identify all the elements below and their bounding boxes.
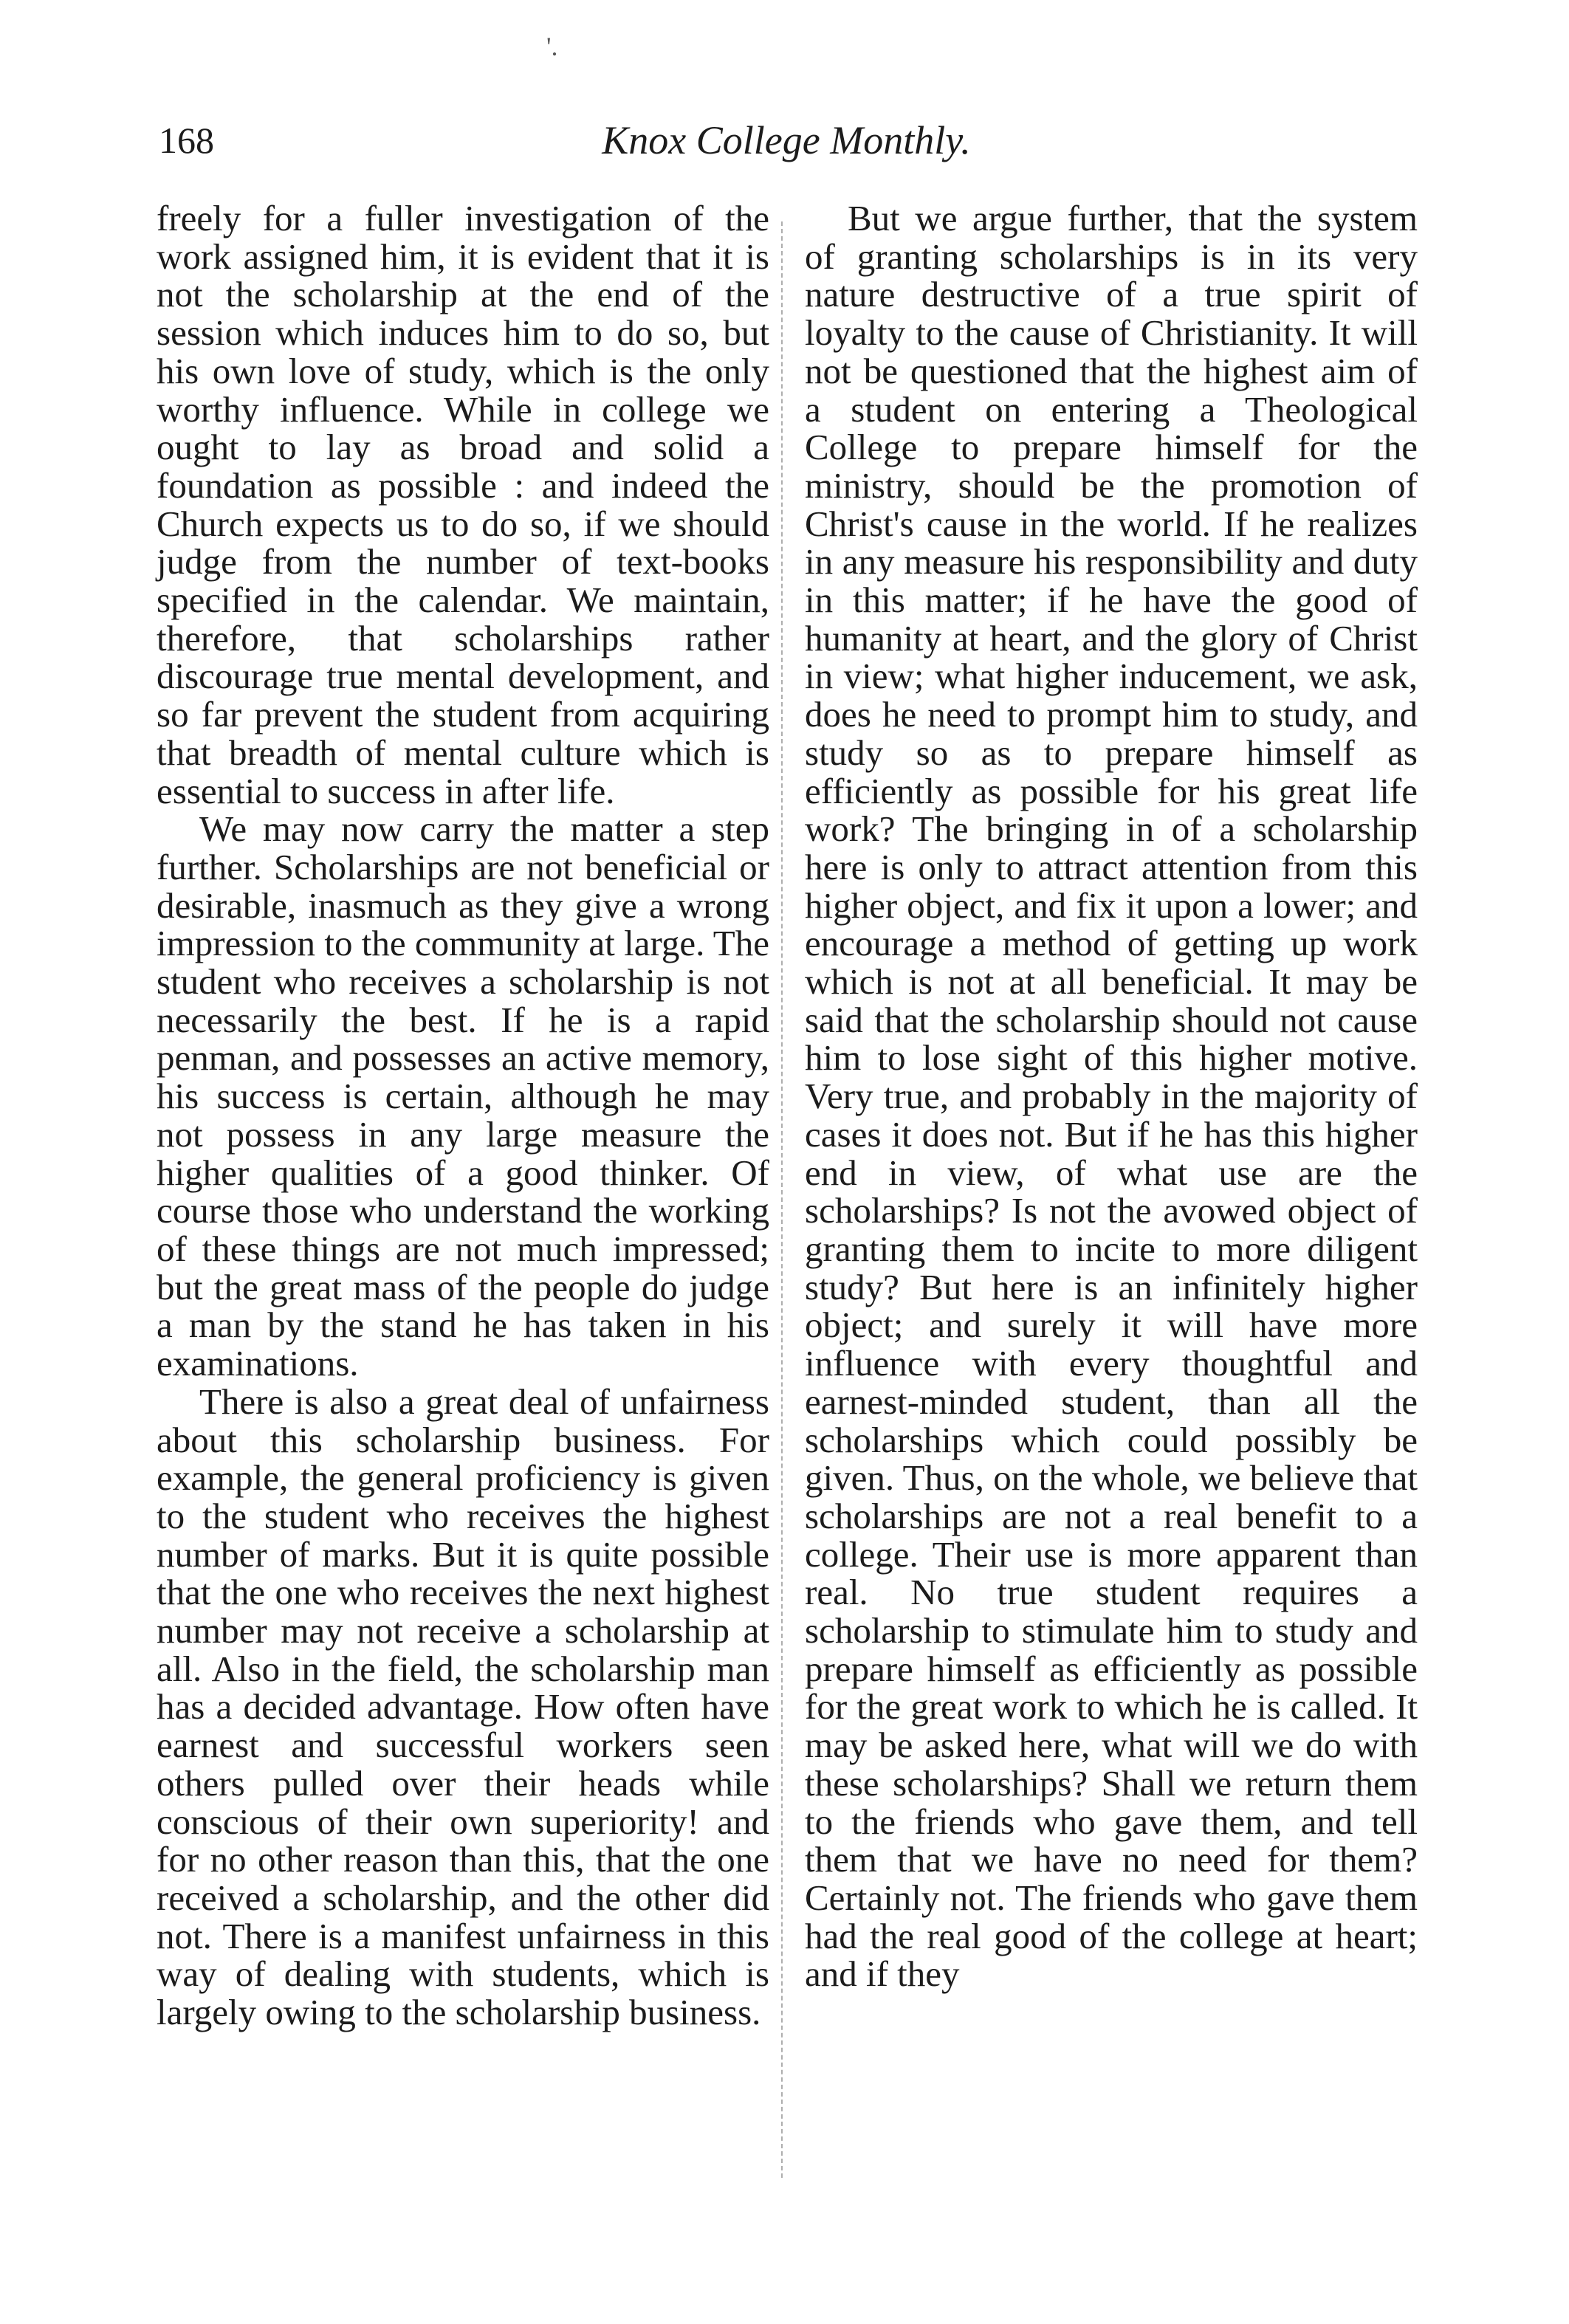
left-paragraph-2: We may now carry the matter a step further. Scholarships are not beneficial or desirable, inasmuch as they give a wrong impression to the community at large. The student who receives a scholarship is not necessarily the best. If he is a rapid penman, and possesses an active memory, his success is certain, although he may not possess in any large measure the higher qualities of a good thinker. Of course those who understand the working of these things are not much impressed; but the great mass of the people do judge a man by the stand he has taken in his examinations. [157, 808, 769, 1384]
print-speck: '. [546, 32, 558, 61]
left-column [157, 199, 769, 2032]
running-title: Knox College Monthly. [602, 118, 971, 162]
right-column [805, 199, 1418, 1993]
page-number: 168 [159, 120, 214, 161]
column-divider [781, 221, 783, 2178]
right-paragraph-1: But we argue further, that the system of granting scholarships is in its very nature destructive of a true spirit of loyalty to the cause of Christianity. It will not be questioned that the highest aim of a student on entering a Theological College to prepare himself for the ministry, should be the promotion of Christ's cause in the world. If he realizes in any measure his responsibility and duty in this matter; if he have the good of humanity at heart, and the glory of Christ in view; what higher inducement, we ask, does he need to prompt him to study, and study so as to prepare himself as efficiently as possible for his great life work? The bringing in of a scholarship here is only to attract attention from this higher object, and fix it upon a lower; and encourage a method of getting up work which is not at all beneficial. It may be said that the scholarship should not cause him to lose sight of this higher motive. Very true, and probably in the majority of cases it does not. But if he has this higher end in view, of what use are the scholarships? Is not the avowed object of granting them to incite to more diligent study? But here is an infinitely higher object; and surely it will have more influence with every thoughtful and earnest-minded student, than all the scholarships which could possibly be given. Thus, on the whole, we believe that scholarships are not a real benefit to a college. Their use is more apparent than real. No true student requires a scholarship to stimulate him to study and prepare himself as efficiently as possible for the great work to which he is called. It may be asked here, what will we do with these scholarships? Shall we return them to the friends who gave them, and tell them that we have no need for them? Certainly not. The friends who gave them had the real good of the college at heart; and if they [805, 198, 1418, 1995]
page-header [159, 118, 1414, 170]
left-paragraph-3: There is also a great deal of unfairness about this scholarship business. For example, the general proficiency is given to the student who receives the highest number of marks. But it is quite possible that the one who receives the next highest number may not receive a scholarship at all. Also in the field, the scholarship man has a decided advantage. How often have earnest and successful workers seen others pulled over their heads while conscious of their own superiority! and for no other reason than this, that the one received a scholarship, and the other did not. There is a manifest unfairness in this way of dealing with students, which is largely owing to the scholarship business. [157, 1381, 769, 2033]
left-paragraph-1: freely for a fuller investigation of the work assigned him, it is evident that it is not the scholarship at the end of the session which induces him to do so, but his own love of study, which is the only worthy influence. While in college we ought to lay as broad and solid a foundation as possible : and indeed the Church expects us to do so, if we should judge from the number of text-books specified in the calendar. We maintain, therefore, that scholarships rather discourage true mental development, and so far prevent the student from acquiring that breadth of mental culture which is essential to success in after life. [157, 198, 769, 811]
